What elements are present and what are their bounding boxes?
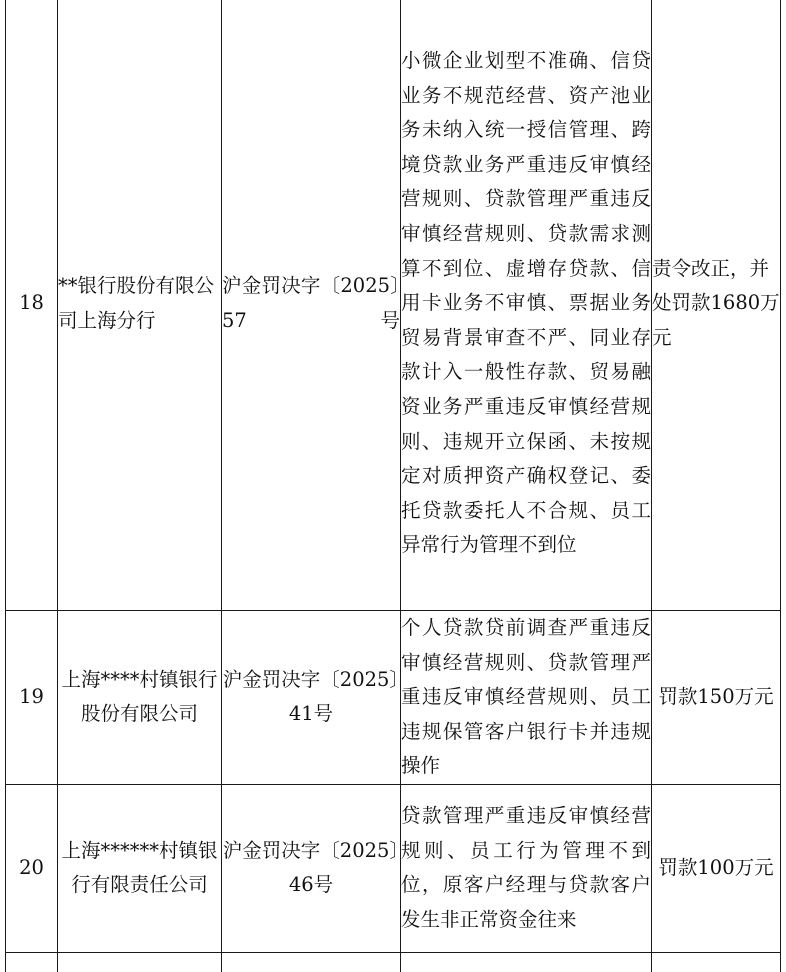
decision-document-number: 沪金罚决字〔2025〕57号 [222,0,401,611]
table-row [6,0,781,611]
empty-cell [401,952,652,972]
violation-details: 贷款管理严重违反审慎经营规则、员工行为管理不到位，原客户经理与贷款客户发生非正常资金往来 [401,784,652,952]
row-number: 19 [6,611,58,785]
empty-cell [222,952,401,972]
table-row [6,784,781,952]
decision-document-number: 沪金罚决字〔2025〕41号 [222,611,401,785]
table-row [6,611,781,785]
institution-name: 上海******村镇银行有限责任公司 [58,784,222,952]
institution-name: 上海****村镇银行股份有限公司 [58,611,222,785]
empty-cell [6,952,58,972]
penalty-table [5,0,781,972]
penalty-amount: 罚款150万元 [652,611,781,785]
table-row-continuation [6,952,781,972]
empty-cell [58,952,222,972]
empty-cell [652,952,781,972]
violation-details: 个人贷款贷前调查严重违反审慎经营规则、贷款管理严重违反审慎经营规则、员工违规保管客户银行卡并违规操作 [401,611,652,785]
row-number: 20 [6,784,58,952]
penalty-amount: 责令改正，并处罚款1680万元 [652,0,781,611]
institution-name: **银行股份有限公司上海分行 [58,0,222,611]
row-number: 18 [6,0,58,611]
penalty-amount: 罚款100万元 [652,784,781,952]
violation-details: 小微企业划型不准确、信贷业务不规范经营、资产池业务未纳入统一授信管理、跨境贷款业务严重违反审慎经营规则、贷款管理严重违反审慎经营规则、贷款需求测算不到位、虚增存贷款、信用卡业务不审慎、票据业务贸易背景审查不严、同业存款计入一般性存款、贸易融资业务严重违反审慎经营规则、违规开立保函、未按规定对质押资产确权登记、委托贷款委托人不合规、员工异常行为管理不到位 [401,0,652,611]
decision-document-number: 沪金罚决字〔2025〕46号 [222,784,401,952]
